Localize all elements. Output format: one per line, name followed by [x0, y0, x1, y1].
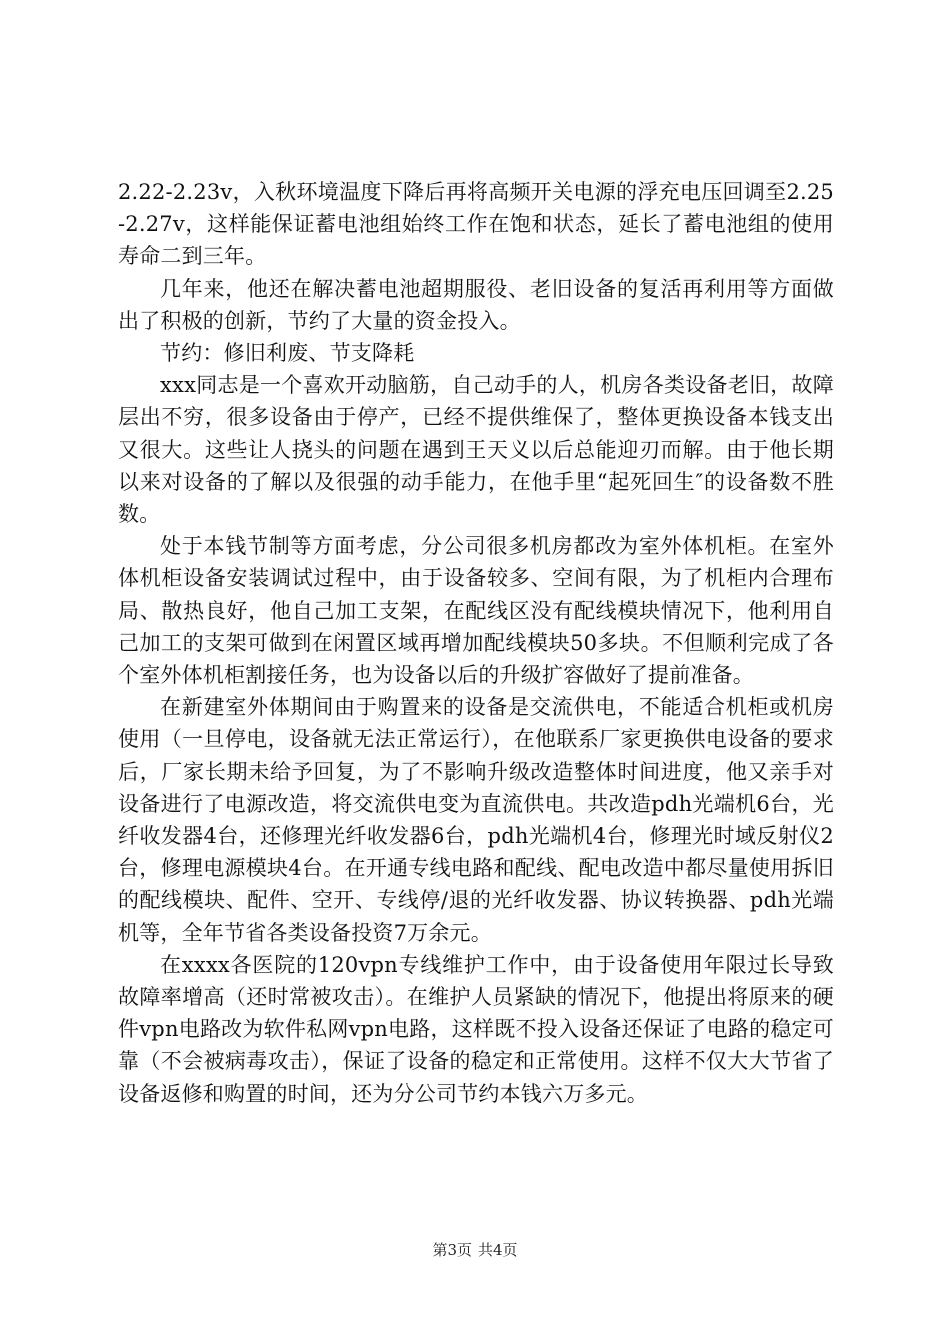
paragraph: 几年来，他还在解决蓄电池超期服役、老旧设备的复活再利用等方面做出了积极的创新，节约了大量的资金投入。: [118, 276, 834, 333]
paragraph: 在新建室外体期间由于购置来的设备是交流供电，不能适合机柜或机房使用（一旦停电，设备就无法正常运行），在他联系厂家更换供电设备的要求后，厂家长期未给予回复，为了不影响升级改造整体时间进度，他又亲手对设备进行了电源改造，将交流供电变为直流供电。共改造pdh光端机6台，光纤收发器4台，还修理光纤收发器6台，pdh光端机4台，修理光时域反射仪2台，修理电源模块4台。在开通专线电路和配线、配电改造中都尽量使用拆旧的配线模块、配件、空开、专线停/退的光纤收发器、协议转换器、pdh光端机等，全年节省各类设备投资7万余元。: [118, 695, 834, 945]
paragraph: 处于本钱节制等方面考虑，分公司很多机房都改为室外体机柜。在室外体机柜设备安装调试过程中，由于设备较多、空间有限，为了机柜内合理布局、散热良好，他自己加工支架，在配线区没有配线模块情况下，他利用自己加工的支架可做到在闲置区域再增加配线模块50多块。不但顺利完成了各个室外体机柜割接任务，也为设备以后的升级扩容做好了提前准备。: [118, 534, 834, 688]
page-number: 第3页: [432, 1241, 472, 1259]
page-total: 共4页: [478, 1241, 518, 1259]
document-body: [118, 176, 834, 1110]
paragraph: 2.22-2.23v，入秋环境温度下降后再将高频开关电源的浮充电压回调至2.25-2.27v，这样能保证蓄电池组始终工作在饱和状态，延长了蓄电池组的使用寿命二到三年。: [118, 180, 834, 269]
paragraph: 在xxxx各医院的120vpn专线维护工作中，由于设备使用年限过长导致故障率增高（还时常被攻击）。在维护人员紧缺的情况下，他提出将原来的硬件vpn电路改为软件私网vpn电路，这样既不投入设备还保证了电路的稳定可靠（不会被病毒攻击），保证了设备的稳定和正常使用。这样不仅大大节省了设备返修和购置的时间，还为分公司节约本钱六万多元。: [118, 952, 834, 1106]
section-heading: 节约：修旧利废、节支降耗: [160, 341, 415, 366]
paragraph: xxx同志是一个喜欢开动脑筋，自己动手的人，机房各类设备老旧，故障层出不穷，很多设备由于停产，已经不提供维保了，整体更换设备本钱支出又很大。这些让人挠头的问题在遇到王天义以后总能迎刃而解。由于他长期以来对设备的了解以及很强的动手能力，在他手里“起死回生″的设备数不胜数。: [118, 373, 834, 527]
page-footer: [0, 1240, 950, 1260]
